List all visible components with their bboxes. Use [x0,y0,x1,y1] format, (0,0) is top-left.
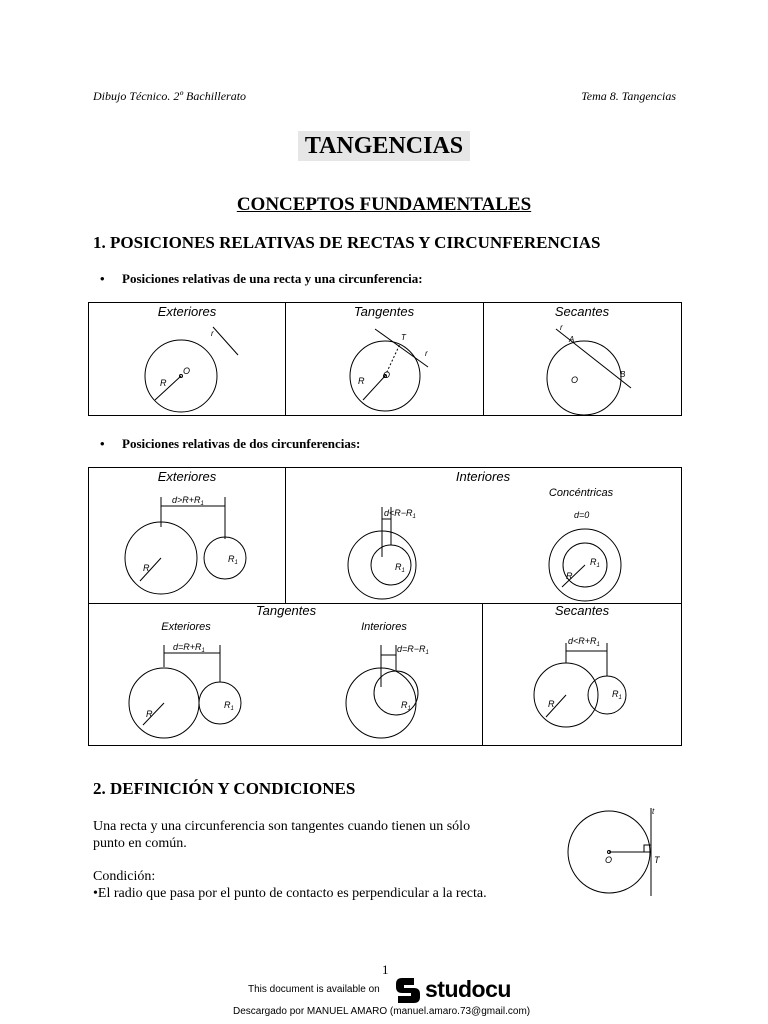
sec2-R-label: R [548,699,555,709]
conc-R1-label: $R_1$ [590,557,600,569]
table1-secantes-label: Secantes [554,304,610,319]
ext2-d-label: $d>R+R_1$ [172,495,204,507]
section2-bullet-text: El radio que pasa por el punto de contacto es perpendicular a la recta. [97,886,487,901]
tan-r-label: r [425,349,428,358]
bullet1-text: Posiciones relativas de una recta y una circunferencia: [122,271,423,286]
ext-line [213,327,238,355]
table2-tangentes-label: Tangentes [255,603,317,618]
bullet2-text: Posiciones relativas de dos circunferencias: [122,436,361,451]
section2-condicion: Condición: [93,869,156,884]
section2-heading: 2. DEFINICIÓN Y CONDICIONES [93,779,356,798]
def-T-label: T [654,855,660,865]
bullet-dot: • [93,886,98,901]
def-t-label: t [652,807,655,816]
header-left: Dibujo Técnico. 2º Bachillerato [93,89,247,103]
tanint-R1-label: $R_1$ [401,700,411,712]
page-subtitle: CONCEPTOS FUNDAMENTALES [236,194,532,215]
section2-bullet [93,885,487,902]
table-two-circles [88,467,682,747]
footer-available-text: This document is available on [248,984,380,995]
page-number: 1 [382,962,389,977]
int-R1-label: $R_1$ [395,562,405,574]
section2-para1-line2: punto en común. [93,836,187,851]
table1-border [89,303,682,416]
section1-heading: 1. POSICIONES RELATIVAS DE RECTAS Y CIRCUNFERENCIAS [93,233,601,252]
header-right: Tema 8. Tangencias [581,89,676,103]
table2-secantes-label: Secantes [554,603,610,618]
int-d-label: $d<R-R_1$ [384,508,416,520]
sec-circle [547,341,621,415]
int-circle-small [371,545,411,585]
table1-exteriores-label: Exteriores [157,304,217,319]
tanext-R-label: R [146,709,153,719]
table2-tang-interiores-label: Interiores [361,621,407,633]
section2-para1-line1: Una recta y una circunferencia son tangentes cuando tienen un sólo [93,819,471,834]
table2-tang-exteriores-label: Exteriores [161,621,211,633]
def-o-label: O [605,855,613,865]
studocu-brand: studocu [425,975,511,1002]
bullet-dot: • [100,271,105,286]
sec-line [556,329,631,388]
ext-r-label: r [211,329,214,338]
tanext-d-label: $d=R+R_1$ [173,642,205,654]
conc-R-label: R [566,571,573,581]
page-title: TANGENCIAS [298,131,470,161]
tan-t-label: T [401,333,406,342]
section1-bullet1 [100,271,423,287]
bullet-dot: • [100,436,105,451]
ext-radius [155,376,181,400]
table-line-circle [88,302,682,416]
tan-o-label: O [383,370,391,380]
sec2-d-label: $d<R+R_1$ [568,636,600,648]
table1-tangentes-label: Tangentes [353,304,415,319]
tan-radius [363,376,385,400]
table2-interiores-label: Interiores [455,469,511,484]
conc-d-label: d=0 [574,510,590,520]
section1-bullet2 [100,436,360,452]
sec-a-label: A [569,335,575,344]
tanext-circle-small [199,682,241,724]
footer-downloaded-text: Descargado por MANUEL AMARO (manuel.amaro.73@gmail.com) [233,1006,531,1017]
ext2-R-label: R [143,563,150,573]
ext-R-label: R [160,378,167,388]
ext2-circle-small [204,537,246,579]
studocu-logo[interactable] [394,974,511,1004]
sec-b-label: B [620,370,626,379]
table2-concentricas-label: Concéntricas [548,487,614,499]
tan-R-label: R [358,376,365,386]
sec2-R1-label: $R_1$ [612,689,622,701]
studocu-logo-icon [394,974,422,1004]
tangent-definition-figure [560,802,672,898]
sec-r-label: r [560,323,563,332]
table2-exteriores-label: Exteriores [157,469,217,484]
ext-o-label: O [183,366,191,376]
sec-o-label: O [571,375,579,385]
ext2-R1-label: $R_1$ [228,554,238,566]
tanext-R1-label: $R_1$ [224,700,234,712]
tanint-d-label: $d=R-R_1$ [397,644,429,656]
